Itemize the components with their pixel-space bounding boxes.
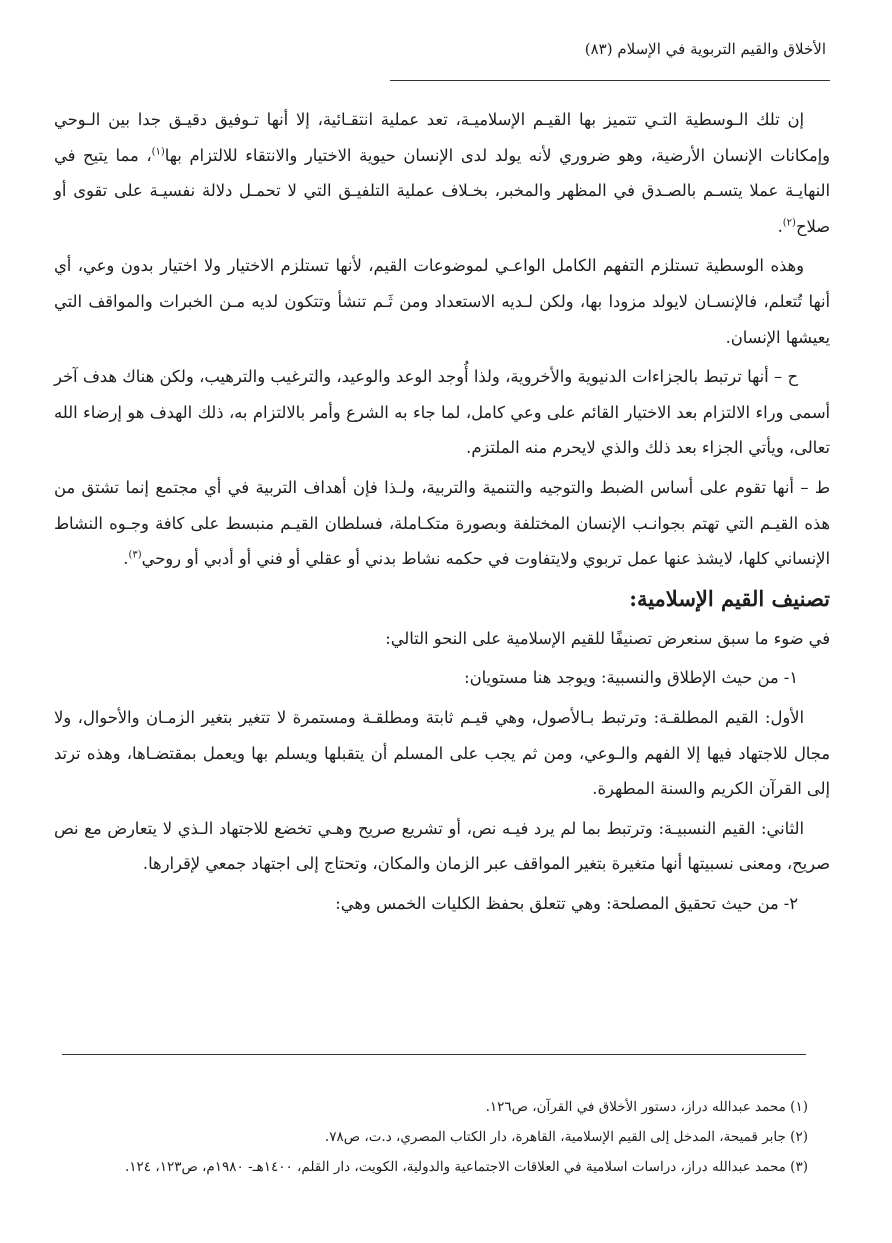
- footnote-divider: [62, 1054, 806, 1055]
- paragraph-6: ١- من حيث الإطلاق والنسبية: ويوجد هنا مستويان:: [464, 668, 798, 688]
- paragraph-8: الثاني: القيم النسبيـة: وترتبط بما لم يرد فيـه نص، أو تشريع صريح وهـي تخضع للاجتهاد الـذي لا يتعارض مع نص صريح، ومعنى نسبيتها أنها متغيرة بتغير المواقف عبر الزمان والمكان، وتحتاج إلى اجتهاد جمعي لإقرارها.: [54, 818, 830, 874]
- header-divider: [390, 80, 830, 81]
- footnote-3: (٣) محمد عبدالله دراز، دراسات اسلامية في العلاقات الاجتماعية والدولية، الكويت، دار القلم، ١٤٠٠هـ- ١٩٨٠م، ص١٢٣، ١٢٤.: [124, 1159, 808, 1175]
- footnote-ref-2[interactable]: (٢): [782, 217, 796, 229]
- footnote-2: (٢) جابر قميحة، المدخل إلى القيم الإسلامية، القاهرة، دار الكتاب المصري، د.ت، ص٧٨.: [324, 1129, 808, 1145]
- paragraph-5: في ضوء ما سبق سنعرض تصنيفًا للقيم الإسلامية على النحو التالي:: [385, 628, 830, 648]
- paragraph-2: وهذه الوسطية تستلزم التفهم الكامل الواعـي لموضوعات القيم، لأنها تستلزم الاختيار ولا اختيار بدون وعي، أي أنها تُتعلم، فالإنسـان لايولد مزودا بها، ولكن لـديه الاستعداد ومن ثَـم تنشأ وتتكون لديه مـن الخبرات والمواقف التي يعيشها الإنسان.: [54, 256, 830, 347]
- running-header: الأخلاق والقيم التربوية في الإسلام (٨٣): [584, 40, 826, 58]
- section-heading: تصنيف القيم الإسلامية:: [629, 585, 830, 611]
- footnote-1: (١) محمد عبدالله دراز، دستور الأخلاق في القرآن، ص١٢٦.: [485, 1099, 808, 1115]
- paragraph-7: الأول: القيم المطلقـة: وترتبط بـالأصول، وهي قيـم ثابتة ومطلقـة ومستمرة لا تتغير بتغير الزمـان والأحوال، ولا مجال للاجتهاد فيها إلا الفهم والـوعي، ومن ثم يجب على المسلم أن يتقبلها ويسلم بها ويعمل بمقتضـاها، وهذه ترتد إلى القرآن الكريم والسنة المطهرة.: [54, 707, 830, 799]
- main-text: [54, 102, 830, 925]
- paragraph-4: ط – أنها تقوم على أساس الضبط والتوجيه والتنمية والتربية، ولـذا فإن أهداف التربية في أي مجتمع إنما تشتق من هذه القيـم التي تهتم بجوانـب الإنسان المختلفة وبصورة متكـاملة، فسلطان القيـم منبسط على كافة وجـوه النشاط الإنساني كلها، لايشذ عنها عمل تربوي ولايتفاوت في حكمه نشاط بدني أو عقلي أو فني أو أدبي أو روحي$^{(٣)}$.: [54, 477, 830, 569]
- footnote-ref-3[interactable]: (٣): [128, 549, 142, 561]
- paragraph-9: ٢- من حيث تحقيق المصلحة: وهي تتعلق بحفظ الكليات الخمس وهي:: [335, 893, 798, 913]
- footnotes: [78, 1092, 808, 1182]
- paragraph-1: إن تلك الـوسطية التـي تتميز بها القيـم الإسلاميـة، تعد عملية انتقـائية، إلا أنها تـوفيق دقيـق جدا بين الـوحي وإمكانات الإنسان الأرضية، وهو ضروري لأنه يولد لدى الإنسان حيوية الاختيار والانتقاء للالتزام بها$^{(١)}$، مما يتيح في النهايـة عملا يتسـم بالصـدق في المظهر والمخبر، بخـلاف عملية التلفيـق التي لا تحمـل دلالة نفسيـة على تقوى أو صلاح$^{(٢)}$.: [54, 110, 830, 236]
- paragraph-3: ح – أنها ترتبط بالجزاءات الدنيوية والأخروية، ولذا أُوجد الوعد والوعيد، والترغيب والترهيب، ولكن هناك هدف آخر أسمى وراء الالتزام بعد الاختيار القائم على وعي كامل، لما جاء به الشرع وأمر بالالتزام به، ذلك الهدف هو إرضاء الله تعالى، ويأتي الجزاء بعد ذلك والذي لايحرم منه الملتزم.: [54, 367, 830, 458]
- footnote-ref-1[interactable]: (١): [151, 146, 165, 158]
